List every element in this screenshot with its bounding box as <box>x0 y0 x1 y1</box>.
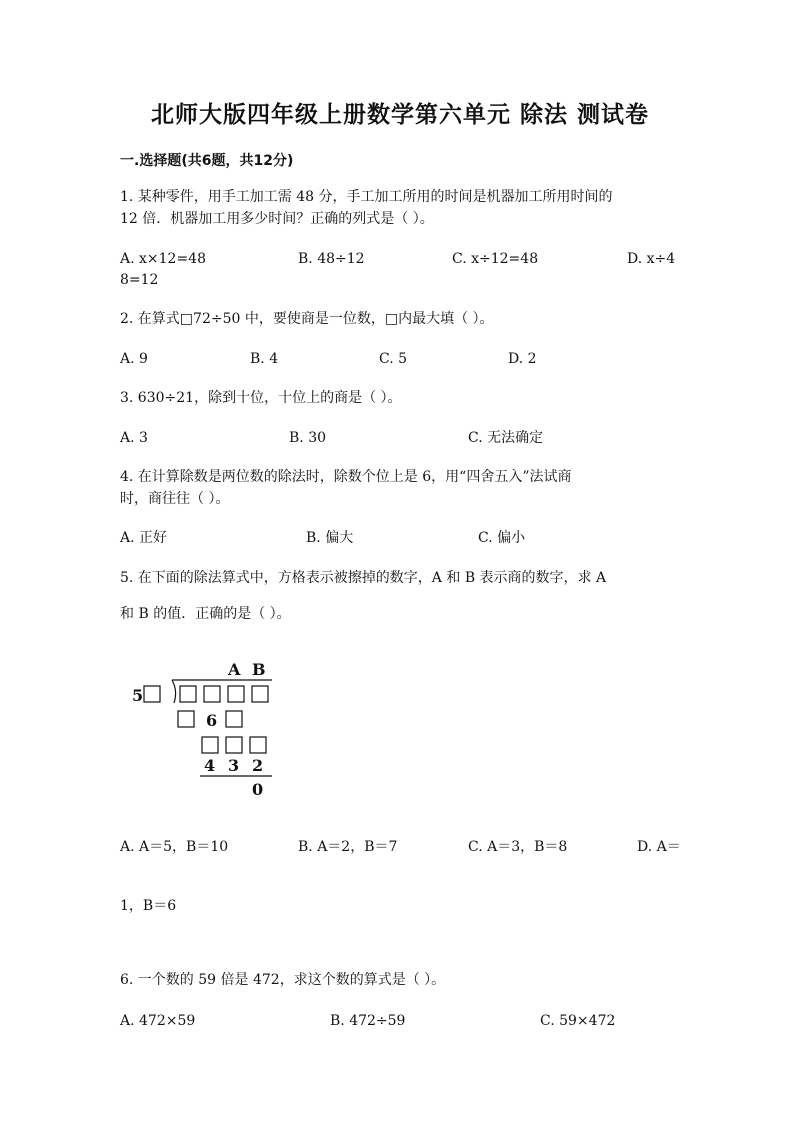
last-product-digit-2: 3 <box>228 756 240 775</box>
q2-option-a: A. 9 <box>120 351 148 367</box>
question-4-line-2: 时，商往往（ ）。 <box>120 491 230 507</box>
long-division-diagram <box>120 655 290 805</box>
dividend-box-3 <box>228 686 244 702</box>
question-1-line-2: 12 倍．机器加工用多少时间？正确的列式是（ ）。 <box>120 211 434 227</box>
q3-option-c: C. 无法确定 <box>468 430 544 446</box>
question-4-line-1: 4. 在计算除数是两位数的除法时，除数个位上是 6，用“四舍五入”法试商 <box>120 469 572 485</box>
q5-option-a: A. A＝5，B＝10 <box>120 839 229 855</box>
divisor-blank-box <box>144 686 160 702</box>
quotient-digit-a: A <box>228 660 241 679</box>
question-3-line-1: 3. 630÷21，除到十位，十位上的商是（ ）。 <box>120 390 402 406</box>
q6-option-c: C. 59×472 <box>540 1013 616 1029</box>
question-2-line-1: 2. 在算式□72÷50 中，要使商是一位数，□内最大填（ ）。 <box>120 311 494 327</box>
q5-option-d-wrap: 1，B＝6 <box>120 898 177 914</box>
partial-product-box-3 <box>226 711 242 727</box>
q2-option-b: B. 4 <box>250 351 279 367</box>
q3-option-b: B. 30 <box>289 430 327 446</box>
q3-option-a: A. 3 <box>120 430 148 446</box>
question-5-line-2: 和 B 的值．正确的是（ ）。 <box>120 606 291 622</box>
final-remainder: 0 <box>252 780 264 799</box>
q1-option-d: D. x÷4 <box>627 251 676 267</box>
q5-option-b: B. A＝2，B＝7 <box>298 839 398 855</box>
q6-option-b: B. 472÷59 <box>330 1013 406 1029</box>
remainder-box-3 <box>250 737 266 753</box>
page-title: 北师大版四年级上册数学第六单元 除法 测试卷 <box>150 102 649 128</box>
q1-option-b: B. 48÷12 <box>298 251 365 267</box>
q4-option-b: B. 偏大 <box>306 530 354 546</box>
q4-option-a: A. 正好 <box>120 530 168 546</box>
q6-option-a: A. 472×59 <box>120 1013 196 1029</box>
dividend-box-2 <box>204 686 220 702</box>
partial-product-digit: 6 <box>206 711 218 730</box>
question-5-line-1: 5. 在下面的除法算式中，方格表示被擦掉的数字，A 和 B 表示商的数字，求 A <box>120 570 607 586</box>
q1-option-c: C. x÷12=48 <box>452 251 539 267</box>
remainder-box-2 <box>226 737 242 753</box>
partial-product-box-1 <box>178 711 194 727</box>
last-product-digit-1: 4 <box>204 756 216 775</box>
q1-option-d-wrap: 8=12 <box>120 272 159 288</box>
q2-option-d: D. 2 <box>508 351 537 367</box>
last-product-digit-3: 2 <box>252 756 264 775</box>
q5-option-c: C. A＝3，B＝8 <box>468 839 568 855</box>
dividend-box-4 <box>252 686 268 702</box>
section-heading: 一.选择题(共6题，共12分) <box>120 153 294 169</box>
q1-option-a: A. x×12=48 <box>120 251 206 267</box>
q5-option-d: D. A＝ <box>637 839 681 855</box>
q4-option-c: C. 偏小 <box>478 530 526 546</box>
quotient-digit-b: B <box>252 660 266 679</box>
question-6-line-1: 6. 一个数的 59 倍是 472，求这个数的算式是（ ）。 <box>120 972 446 988</box>
remainder-box-1 <box>202 737 218 753</box>
divisor-digit: 5 <box>132 686 144 705</box>
dividend-box-1 <box>180 686 196 702</box>
question-1-line-1: 1. 某种零件，用手工加工需 48 分，手工加工所用的时间是机器加工所用时间的 <box>120 189 613 205</box>
q2-option-c: C. 5 <box>379 351 408 367</box>
